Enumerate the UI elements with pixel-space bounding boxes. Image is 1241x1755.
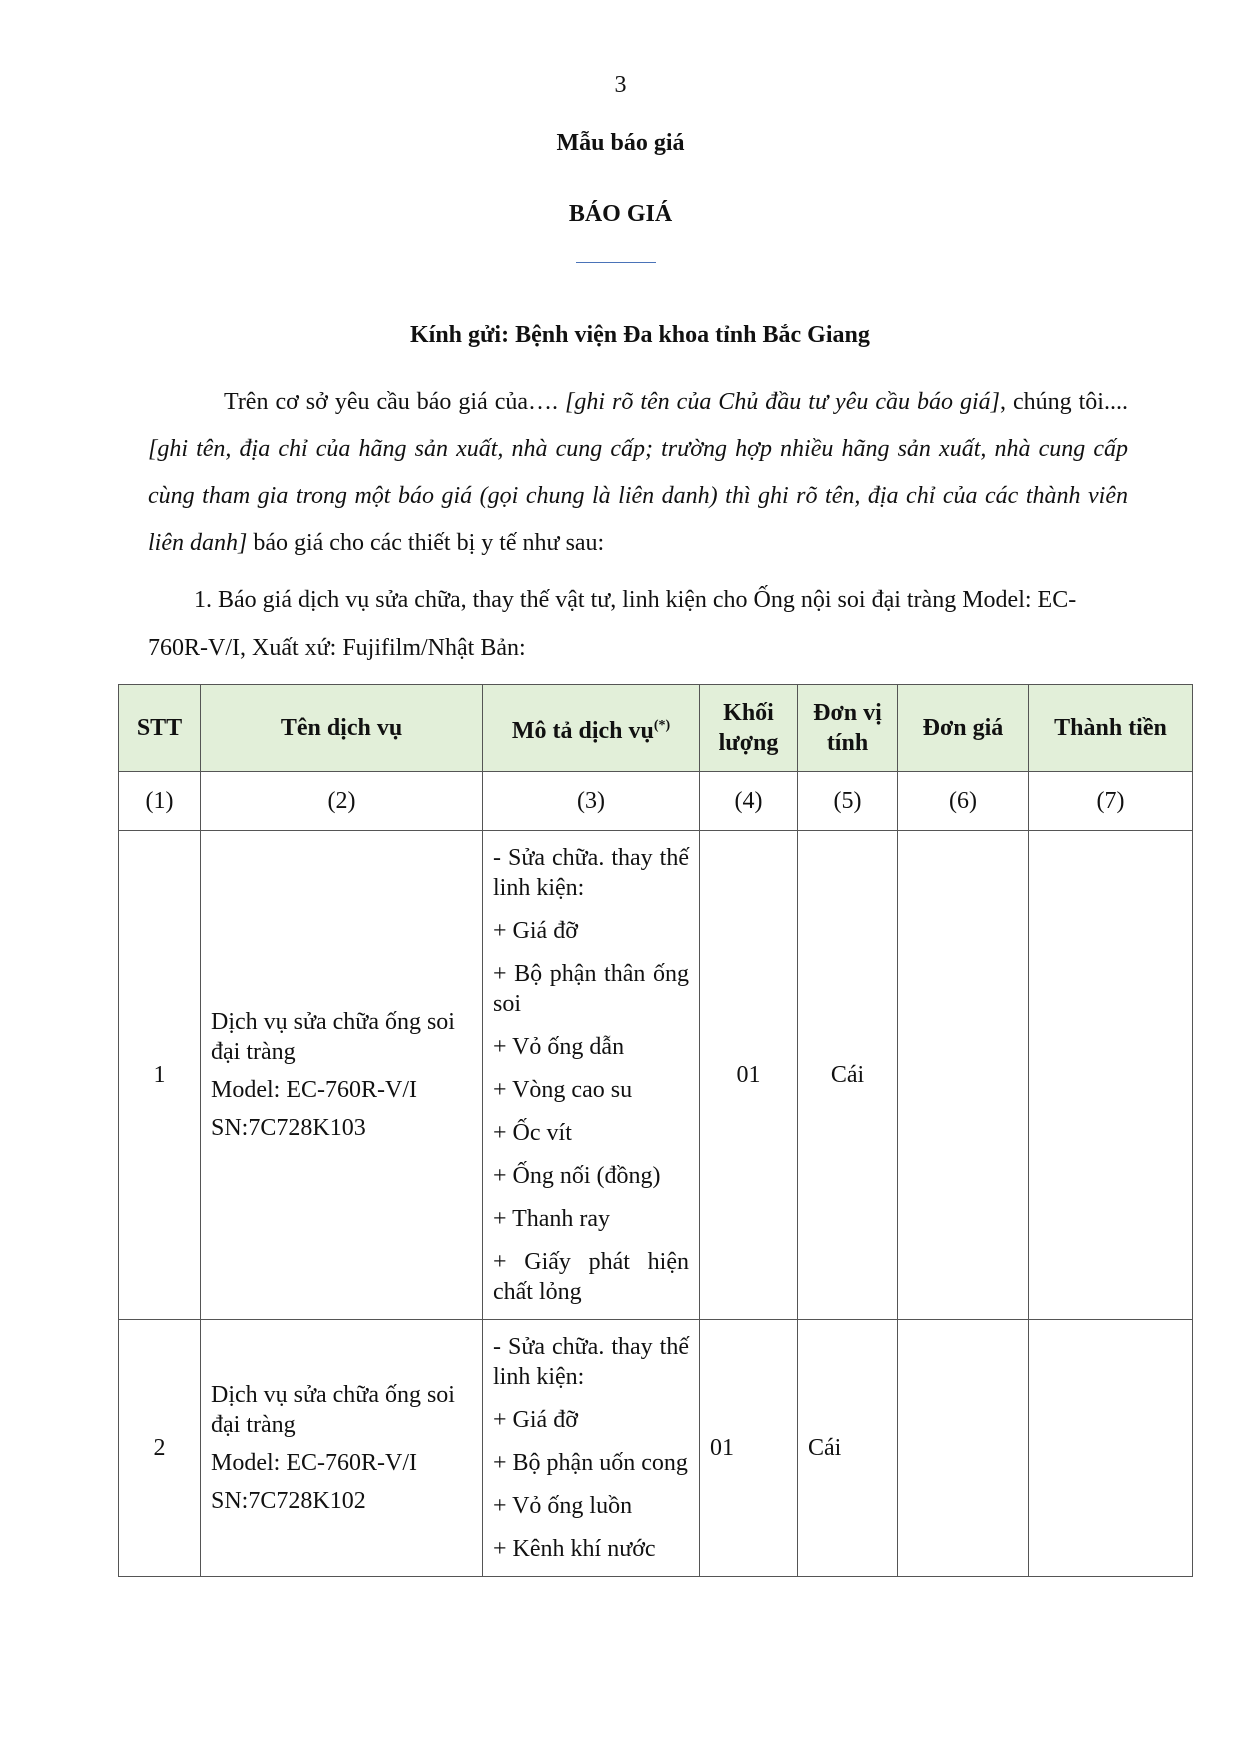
table-row bbox=[119, 1320, 1193, 1577]
row-quantity: 01 bbox=[700, 831, 798, 1320]
intro-text-1: Trên cơ sở yêu cầu báo giá của…. bbox=[224, 389, 566, 415]
column-number: (1) bbox=[119, 772, 201, 831]
header-stt: STT bbox=[119, 685, 201, 772]
column-number: (5) bbox=[798, 772, 898, 831]
description-line: + Bộ phận uốn cong bbox=[493, 1450, 688, 1476]
description-line: + Vỏ ống luồn bbox=[493, 1493, 633, 1519]
header-unit-price: Đơn giá bbox=[898, 685, 1029, 772]
header-unit bbox=[798, 685, 898, 772]
row-unit-price bbox=[898, 831, 1029, 1320]
intro-placeholder-investor: [ghi rõ tên của Chủ đầu tư yêu cầu báo giá] bbox=[565, 389, 1000, 415]
row-service-name: Dịch vụ sửa chữa ống soi đại tràng bbox=[211, 1009, 455, 1065]
header-quantity-line2: lượng bbox=[718, 730, 779, 756]
table-header-row bbox=[119, 685, 1193, 772]
row-unit-price bbox=[898, 1320, 1029, 1577]
header-description bbox=[483, 685, 700, 772]
row-description-cell bbox=[483, 1320, 700, 1577]
header-description-footnote: (*) bbox=[653, 717, 671, 733]
description-line: + Giá đỡ bbox=[493, 1407, 578, 1433]
description-line: + Thanh ray bbox=[493, 1206, 611, 1232]
row-service-name-cell bbox=[201, 1320, 483, 1577]
header-quantity bbox=[700, 685, 798, 772]
description-line: + Ốc vít bbox=[493, 1120, 572, 1146]
description-line: + Giấy phát hiện chất lỏng bbox=[493, 1249, 689, 1305]
column-number: (7) bbox=[1029, 772, 1193, 831]
row-quantity: 01 bbox=[700, 1320, 798, 1577]
description-line: + Vòng cao su bbox=[493, 1077, 633, 1103]
intro-text-2: , chúng tôi.... bbox=[1000, 389, 1128, 415]
item-heading: 1. Báo giá dịch vụ sửa chữa, thay thế vật tư, linh kiện cho Ống nội soi đại tràng Model: EC-760R-V/I, Xuất xứ: Fujifilm/Nhật Bản: bbox=[148, 587, 1077, 661]
description-line: + Giá đỡ bbox=[493, 918, 578, 944]
row-unit: Cái bbox=[798, 831, 898, 1320]
description-line: + Kênh khí nước bbox=[493, 1536, 656, 1562]
column-number: (2) bbox=[201, 772, 483, 831]
description-line: - Sửa chữa. thay thế linh kiện: bbox=[493, 1334, 689, 1390]
column-number: (4) bbox=[700, 772, 798, 831]
description-line: + Vỏ ống dẫn bbox=[493, 1034, 625, 1060]
table-row bbox=[119, 831, 1193, 1320]
description-line: + Bộ phận thân ống soi bbox=[493, 961, 689, 1017]
column-number-row bbox=[119, 772, 1193, 831]
row-unit: Cái bbox=[798, 1320, 898, 1577]
column-number: (3) bbox=[483, 772, 700, 831]
column-number: (6) bbox=[898, 772, 1029, 831]
header-service-name: Tên dịch vụ bbox=[201, 685, 483, 772]
description-line: + Ống nối (đồng) bbox=[493, 1163, 661, 1189]
row-model: Model: EC-760R-V/I bbox=[211, 1450, 417, 1476]
intro-paragraph bbox=[148, 379, 1128, 567]
row-total bbox=[1029, 831, 1193, 1320]
row-description-cell bbox=[483, 831, 700, 1320]
row-service-name: Dịch vụ sửa chữa ống soi đại tràng bbox=[211, 1382, 455, 1438]
row-stt: 2 bbox=[119, 1320, 201, 1577]
intro-placeholder-supplier: [ghi tên, địa chỉ của hãng sản xuất, nhà cung cấp; trường hợp nhiều hãng sản xuất, nhà cung cấp cùng tham gia trong một báo giá (gọi chung là liên danh) thì ghi rõ tên, địa chỉ của các thành viên liên danh] bbox=[148, 436, 1128, 556]
header-unit-line1: Đơn vị bbox=[813, 700, 882, 726]
row-model: Model: EC-760R-V/I bbox=[211, 1077, 417, 1103]
recipient-line: Kính gửi: Bệnh viện Đa khoa tỉnh Bắc Giang bbox=[410, 322, 870, 348]
row-service-name-cell bbox=[201, 831, 483, 1320]
description-line: - Sửa chữa. thay thế linh kiện: bbox=[493, 845, 689, 901]
row-serial: SN:7C728K103 bbox=[211, 1115, 366, 1141]
header-quantity-line1: Khối bbox=[723, 700, 774, 726]
header-unit-line2: tính bbox=[826, 730, 869, 756]
quotation-table bbox=[118, 684, 1193, 1577]
row-total bbox=[1029, 1320, 1193, 1577]
row-serial: SN:7C728K102 bbox=[211, 1488, 366, 1514]
title-underline-divider bbox=[576, 262, 656, 263]
intro-text-3: báo giá cho các thiết bị y tế như sau: bbox=[247, 530, 605, 556]
form-title: Mẫu báo giá bbox=[556, 130, 685, 156]
header-total: Thành tiền bbox=[1029, 685, 1193, 772]
document-title: BÁO GIÁ bbox=[568, 201, 673, 227]
row-stt: 1 bbox=[119, 831, 201, 1320]
header-description-label: Mô tả dịch vụ bbox=[511, 717, 654, 744]
page-number: 3 bbox=[614, 72, 627, 98]
